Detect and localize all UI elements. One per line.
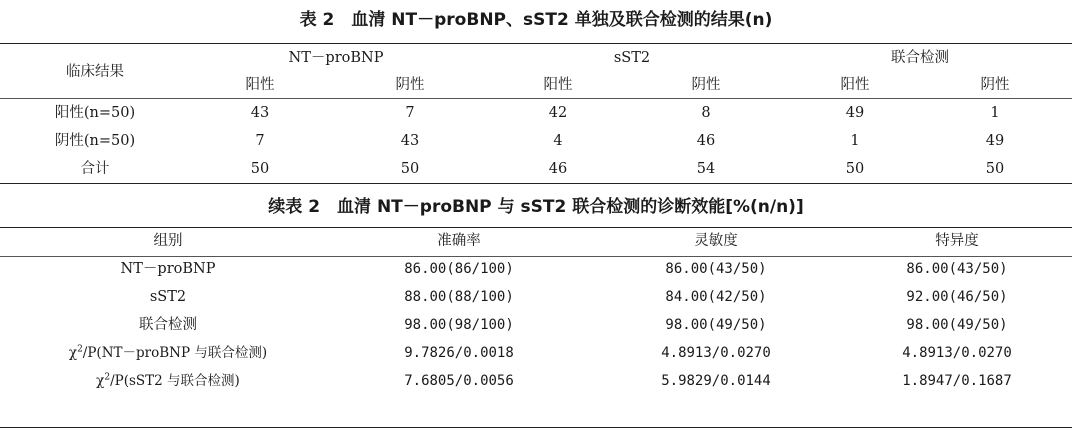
table1-subheader: 阴性: [691, 77, 721, 93]
table2-cell: 98.00(49/50): [906, 317, 1008, 333]
table1-subheader: 阴性: [395, 77, 425, 93]
table2-cell: 86.00(43/50): [906, 261, 1008, 277]
table2-header-accuracy: 准确率: [437, 233, 481, 249]
table2-cell: 88.00(88/100): [404, 289, 514, 305]
table2-cell: 7.6805/0.0056: [404, 373, 514, 389]
table2-cell: 4.8913/0.0270: [661, 345, 771, 361]
table1-cell: 4: [553, 133, 563, 149]
table1-cell: 1: [850, 133, 860, 149]
table2-row-label: 联合检测: [139, 317, 197, 333]
table1-cell: 50: [985, 161, 1005, 177]
chi-superscript: 2: [104, 372, 111, 383]
table1-cell: 42: [548, 105, 568, 121]
table1-cell: 43: [250, 105, 270, 121]
row-label-text: /P(sST2 与联合检测): [110, 373, 240, 389]
table1-cell: 49: [845, 105, 865, 121]
table1-bottom-rule: [0, 183, 1072, 184]
table1-header-rule: [0, 98, 1072, 99]
table1-group-sst2: sST2: [613, 50, 651, 66]
table2-cell: 98.00(49/50): [665, 317, 767, 333]
table2-caption: 续表 2 血清 NT－proBNP 与 sST2 联合检测的诊断效能[%(n/n)]: [268, 197, 804, 217]
table1-cell: 7: [255, 133, 265, 149]
table1-cell: 43: [400, 133, 420, 149]
table1-cell: 49: [985, 133, 1005, 149]
table1-top-rule: [0, 43, 1072, 44]
table2-cell: 1.8947/0.1687: [902, 373, 1012, 389]
table2-row-label: [69, 343, 267, 363]
table1-subheader: 阳性: [840, 77, 870, 93]
table2-header-rule: [0, 256, 1072, 257]
chi-symbol: χ: [68, 345, 78, 361]
table1-subheader: 阳性: [543, 77, 573, 93]
table2-cell: 86.00(43/50): [665, 261, 767, 277]
table2-row-label: sST2: [149, 289, 187, 305]
table2-header-group: 组别: [153, 233, 183, 249]
table1-subheader: 阴性: [980, 77, 1010, 93]
table2-cell: 92.00(46/50): [906, 289, 1008, 305]
table1-row-header: 临床结果: [66, 64, 124, 80]
row-label-text: /P(NT－proBNP 与联合检测): [82, 345, 268, 361]
table2-top-rule: [0, 227, 1072, 228]
table2-cell: 4.8913/0.0270: [902, 345, 1012, 361]
table1-cell: 50: [845, 161, 865, 177]
table1-row-label: 阴性(n=50): [54, 133, 136, 149]
table1-row-label: 阳性(n=50): [54, 105, 136, 121]
table1-cell: 46: [696, 133, 716, 149]
table1-group-combined: 联合检测: [891, 50, 949, 66]
table2-cell: 86.00(86/100): [404, 261, 514, 277]
table1-group-ntprobnp: NT－proBNP: [288, 50, 384, 66]
table1-caption: 表 2 血清 NT－proBNP、sST2 单独及联合检测的结果(n): [299, 10, 773, 30]
table2-header-specificity: 特异度: [935, 233, 979, 249]
table1-cell: 50: [250, 161, 270, 177]
table1-cell: 46: [548, 161, 568, 177]
table2-bottom-rule: [0, 427, 1072, 428]
table1-cell: 54: [696, 161, 716, 177]
table1-subheader: 阳性: [245, 77, 275, 93]
table1-cell: 50: [400, 161, 420, 177]
table2-row-label: [96, 371, 240, 391]
table2-cell: 5.9829/0.0144: [661, 373, 771, 389]
chi-symbol: χ: [96, 373, 105, 389]
table1-cell: 1: [990, 105, 1000, 121]
table2-cell: 98.00(98/100): [404, 317, 514, 333]
table2-cell: 9.7826/0.0018: [404, 345, 514, 361]
table2-row-label: NT－proBNP: [120, 261, 216, 277]
table1-cell: 8: [701, 105, 711, 121]
table2-cell: 84.00(42/50): [665, 289, 767, 305]
table1-row-label: 合计: [80, 161, 110, 177]
table1-cell: 7: [405, 105, 415, 121]
table2-header-sensitivity: 灵敏度: [694, 233, 738, 249]
chi-superscript: 2: [77, 344, 83, 355]
